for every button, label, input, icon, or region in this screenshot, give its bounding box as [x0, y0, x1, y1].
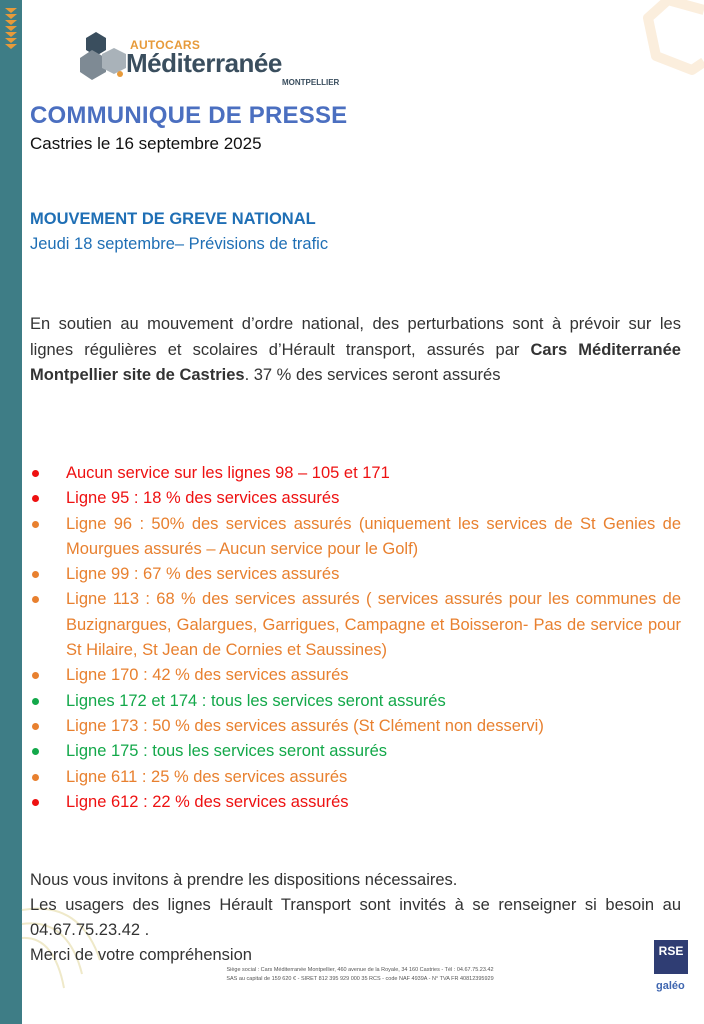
chevron-arrows-icon [0, 8, 22, 50]
list-item [30, 765, 681, 790]
company-logo [76, 30, 340, 92]
closing-line: Nous vous invitons à prendre les dispositions nécessaires. [30, 871, 458, 889]
section-title: MOUVEMENT DE GREVE NATIONAL [30, 210, 316, 228]
section-subtitle: Jeudi 18 septembre– Prévisions de trafic [30, 235, 329, 253]
line-status-text: Ligne 99 : 67 % des services assurés [66, 565, 340, 584]
logo-brand-name: Méditerranée [126, 48, 282, 78]
page-title: COMMUNIQUE DE PRESSE [30, 102, 348, 129]
line-status-text: Ligne 611 : 25 % des services assurés [66, 767, 348, 786]
list-item [30, 562, 681, 587]
line-status-list [30, 461, 681, 815]
galeo-logo: galéo [656, 980, 685, 992]
line-status-text: Ligne 170 : 42 % des services assurés [66, 666, 349, 685]
line-status-text: Ligne 173 : 50 % des services assurés (St Clément non desservi) [66, 716, 544, 735]
footer-line: SAS au capital de 159 620 € - SIRET 812 395 929 000 35 RCS - code NAF 4939A - N° TVA FR 40812395929 [226, 976, 494, 982]
intro-text-before: En soutien au mouvement d’ordre national, des perturbations sont à prévoir sur les lignes régulières et scolaires d’Hérault transport, assurés par [30, 315, 681, 359]
line-status-text: Aucun service sur les lignes 98 – 105 et 171 [66, 464, 390, 482]
bullet-icon [32, 521, 39, 528]
list-item [30, 512, 681, 563]
closing-paragraph [30, 868, 681, 968]
bullet-icon [32, 672, 39, 679]
list-item [30, 587, 681, 663]
left-sidebar-band [0, 0, 22, 1024]
intro-paragraph [30, 312, 681, 389]
intro-text-after: . 37 % des services seront assurés [244, 366, 501, 384]
rse-badge [654, 940, 688, 974]
line-status-text: Ligne 96 : 50% des services assurés (uniquement les services de St Genies de Mourgues assurés – Aucun service pour le Golf) [66, 514, 681, 558]
footer-line: Siège social : Cars Méditerranée Montpellier, 460 avenue de la Royale, 34 160 Castries - Tél : 04.67.75.23.42 [226, 967, 494, 973]
line-status-text: Ligne 113 : 68 % des services assurés ( services assurés pour les communes de Buzignargues, Galargues, Garrigues, Campagne et Boisseron- Pas de service pour St Hilaire, St Jean de Cornies et Saussines) [66, 590, 681, 660]
logo-hexagons-icon [76, 32, 128, 84]
intro-company-name: Cars Méditerranée Montpellier site de Castries [30, 340, 681, 384]
bullet-icon [32, 799, 39, 806]
logo-city-label: MONTPELLIER [282, 78, 340, 87]
bullet-icon [32, 571, 39, 578]
rse-badge-label: RSE [658, 944, 684, 958]
bullet-icon [32, 596, 39, 603]
list-item [30, 714, 681, 739]
closing-line: Merci de votre compréhension [30, 946, 252, 964]
bullet-icon [32, 495, 39, 502]
bullet-icon [32, 774, 39, 781]
line-status-text: Ligne 175 : tous les services seront assurés [66, 742, 388, 761]
bullet-icon [32, 723, 39, 730]
footer-legal [190, 966, 530, 984]
line-status-text: Ligne 612 : 22 % des services assurés [66, 792, 349, 811]
list-item [30, 461, 681, 486]
bullet-icon [32, 698, 39, 705]
list-item [30, 486, 681, 511]
list-item [30, 689, 681, 714]
decorative-hexagon-icon [564, 0, 704, 140]
bullet-icon [32, 748, 39, 755]
bullet-icon [32, 470, 39, 477]
list-item [30, 663, 681, 688]
list-item [30, 790, 681, 815]
logo-autocars-label: AUTOCARS [130, 38, 201, 52]
list-item [30, 739, 681, 764]
line-status-text: Ligne 95 : 18 % des services assurés [66, 489, 340, 508]
closing-line: Les usagers des lignes Hérault Transport sont invités à se renseigner si besoin au 04.67.75.23.42 . [30, 896, 681, 939]
press-date: Castries le 16 septembre 2025 [30, 134, 262, 153]
line-status-text: Lignes 172 et 174 : tous les services seront assurés [66, 691, 446, 710]
